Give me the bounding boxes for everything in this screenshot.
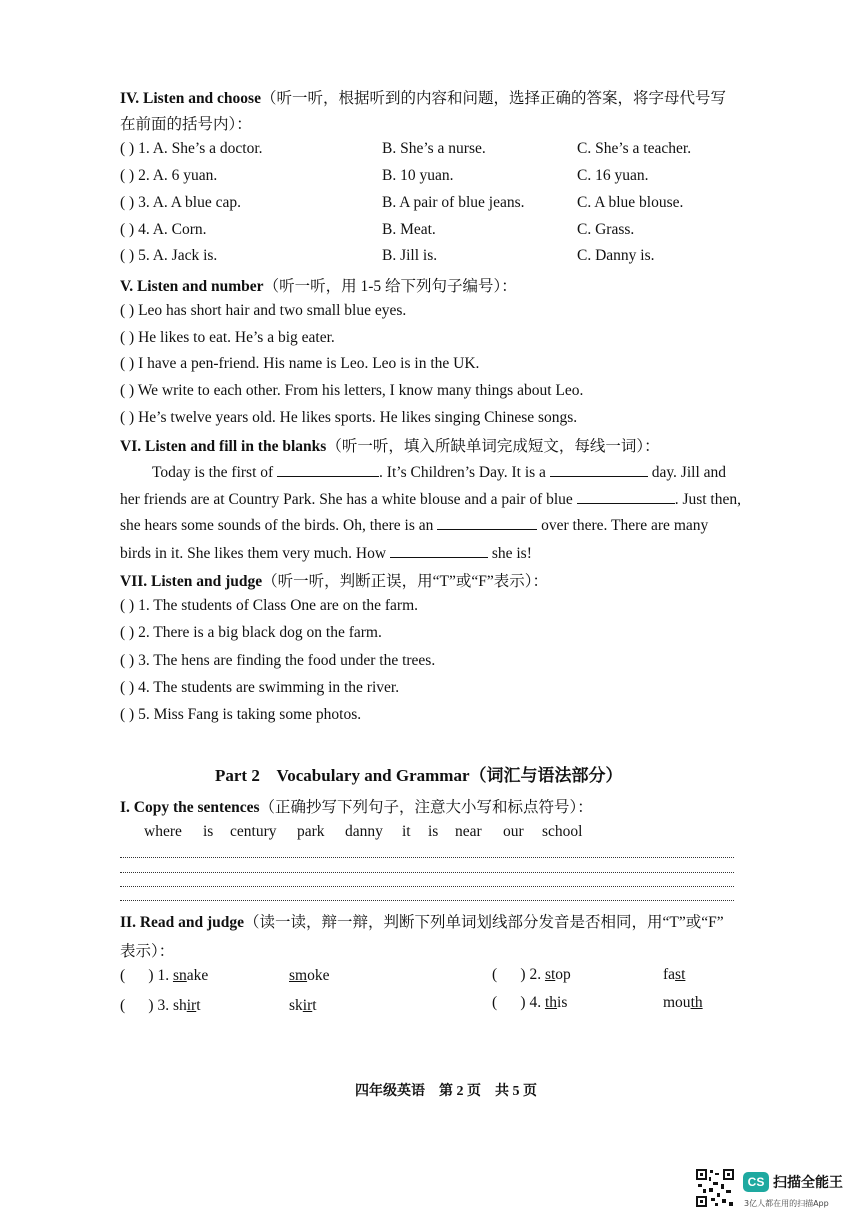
s6-line-1 [152,462,726,482]
copy-word: where [144,823,182,840]
s5-item-3: ( ) I have a pen-friend. His name is Leo. Leo is in the UK. [120,355,480,372]
section-6-heading [120,434,660,456]
s5-item-2: ( ) He likes to eat. He’s a big eater. [120,329,335,346]
s7-item-5: ( ) 5. Miss Fang is taking some photos. [120,706,362,723]
camscanner-logo-icon: CS [743,1172,769,1192]
s6-line-3 [120,515,708,535]
s4-q2-b: B. 10 yuan. [382,167,454,184]
p2-section-1-title: I. Copy the sentences [120,799,260,816]
section-4-instruction-cont: 在前面的括号内）： [120,116,252,133]
s4-q2-a: ( ) 2. A. 6 yuan. [120,167,218,184]
rj-q1 [120,967,208,985]
copy-word: our [503,823,524,840]
underlined-part: ir [186,997,197,1014]
blank-4[interactable] [437,515,537,530]
underlined-part: sn [172,967,187,984]
word-part: mou [663,994,691,1011]
s7-item-4: ( ) 4. The students are swimming in the river. [120,679,400,696]
s4-q5-a: ( ) 5. A. Jack is. [120,247,218,264]
s7-item-2: ( ) 2. There is a big black dog on the farm. [120,624,382,641]
section-4-instruction: （听一听，根据听到的内容和问题，选择正确的答案，将字母代号写 [260,90,726,107]
writing-line-2[interactable] [120,872,734,873]
underlined-part: ir [302,997,313,1014]
s6-line-4 [120,543,532,563]
answer-paren[interactable]: ( ) [120,967,154,984]
s6-text: . It’s Children’s Day. It is a [379,464,546,481]
s6-text: day. Jill and [651,464,727,481]
word-part: t [312,997,317,1014]
copy-word: is [428,823,439,840]
word-part: op [555,966,571,983]
section-4-heading [120,86,726,108]
s4-q3-b: B. A pair of blue jeans. [382,194,525,211]
part-2-title-cn: （词汇与语法部分） [469,766,623,785]
section-7-heading [120,569,548,591]
p2-section-2-title: II. Read and judge [120,914,245,931]
word-part: oke [307,967,330,984]
blank-3[interactable] [577,489,675,504]
s6-text: . Just then, [674,491,741,508]
s7-item-1: ( ) 1. The students of Class One are on the farm. [120,597,419,614]
word-part: fa [663,966,676,983]
s4-q4-a: ( ) 4. A. Corn. [120,221,207,238]
s4-q2-c: C. 16 yuan. [577,167,649,184]
s4-q4-c: C. Grass. [577,221,635,238]
writing-line-4[interactable] [120,900,734,901]
word-part: sh [172,997,187,1014]
p2-section-2-instruction: （读一读，辩一辩，判断下列单词划线部分发音是否相同，用“T”或“F” [244,914,724,931]
s7-item-3: ( ) 3. The hens are finding the food under the trees. [120,652,436,669]
writing-line-1[interactable] [120,857,734,858]
s6-text: Today is the first of [152,464,274,481]
answer-paren[interactable]: ( ) [492,966,526,983]
section-6-instruction: （听一听，填入所缺单词完成短文，每线一词）： [326,438,660,455]
word-part: sk [289,997,303,1014]
copy-word: park [297,823,325,840]
page-footer: 四年级英语 第 2 页 共 5 页 [355,1084,537,1099]
q-number: 3. [157,997,170,1014]
copy-word: century [230,823,277,840]
s4-q1-c: C. She’s a teacher. [577,140,692,157]
rj-q4 [492,994,567,1012]
s6-text: over there. There are many [541,517,709,534]
copy-word: near [455,823,482,840]
s6-text: she is! [491,545,532,562]
underlined-part: st [675,966,686,983]
s4-q3-a: ( ) 3. A. A blue cap. [120,194,241,211]
s4-q1-b: B. She’s a nurse. [382,140,486,157]
s6-text: her friends are at Country Park. She has a white blouse and a pair of blue [120,491,573,508]
blank-2[interactable] [550,462,648,477]
section-6-title: VI. Listen and fill in the blanks [120,438,327,455]
s4-q1-a: ( ) 1. A. She’s a doctor. [120,140,263,157]
section-4-title: IV. Listen and choose [120,90,261,107]
blank-5[interactable] [390,543,488,558]
section-5-heading [120,274,517,296]
p2-section-1-heading [120,795,593,817]
underlined-part: th [690,994,703,1011]
writing-line-3[interactable] [120,886,734,887]
word-part: ake [186,967,209,984]
s4-q3-c: C. A blue blouse. [577,194,684,211]
rj-q2-word2 [663,966,685,984]
section-5-instruction: （听一听，用 1-5 给下列句子编号）： [263,278,517,295]
copy-word: is [203,823,214,840]
qr-code-icon [695,1168,735,1208]
underlined-part: st [544,966,556,983]
word-part: t [196,997,201,1014]
s4-q4-b: B. Meat. [382,221,436,238]
s4-q5-b: B. Jill is. [382,247,438,264]
underlined-part: th [544,994,558,1011]
section-7-title: VII. Listen and judge [120,573,263,590]
part-2-heading [215,761,623,786]
rj-q4-word2 [663,994,703,1012]
s5-item-5: ( ) He’s twelve years old. He likes sports. He likes singing Chinese songs. [120,409,578,426]
s6-text: birds in it. She likes them very much. How [120,545,387,562]
p2-section-1-instruction: （正确抄写下列句子，注意大小写和标点符号）： [259,799,593,816]
copy-word: school [542,823,583,840]
q-number: 1. [157,967,170,984]
p2-section-2-heading [120,910,724,932]
rj-q3 [120,997,201,1015]
underlined-part: sm [289,967,308,984]
answer-paren[interactable]: ( ) [492,994,526,1011]
s5-item-4: ( ) We write to each other. From his letters, I know many things about Leo. [120,382,584,399]
word-part: is [557,994,568,1011]
copy-word: danny [345,823,383,840]
section-5-title: V. Listen and number [120,278,264,295]
copy-word: it [402,823,411,840]
rj-q3-word2 [289,997,317,1015]
watermark-subtitle: 3亿人都在用的扫描App [744,1199,829,1208]
rj-q1-word2 [289,967,329,985]
q-number: 4. [529,994,542,1011]
s6-text: she hears some sounds of the birds. Oh, there is an [120,517,434,534]
s6-line-2 [120,489,741,509]
watermark-name: 扫描全能王 [773,1175,843,1191]
section-7-instruction: （听一听，判断正误，用“T”或“F”表示）： [262,573,548,590]
blank-1[interactable] [277,462,379,477]
s5-item-1: ( ) Leo has short hair and two small blue eyes. [120,302,407,319]
part-2-title: Part 2 Vocabulary and Grammar [215,766,470,785]
s4-q5-c: C. Danny is. [577,247,655,264]
rj-q2 [492,966,571,984]
answer-paren[interactable]: ( ) [120,997,154,1014]
p2-section-2-instruction-cont: 表示）： [120,943,175,960]
q-number: 2. [529,966,542,983]
